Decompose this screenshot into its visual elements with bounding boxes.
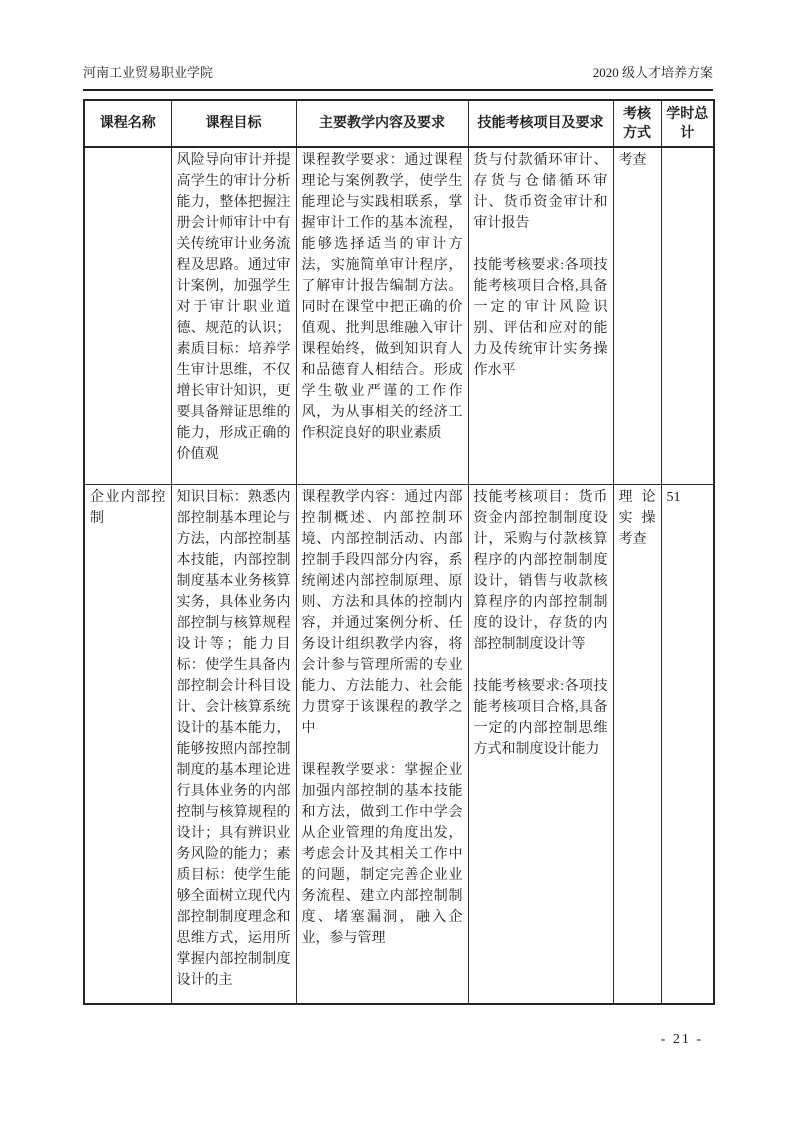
column-header-skill-assessment: 技能考核项目及要求	[468, 100, 613, 147]
skill-items-paragraph: 技能考核项目：货币资金内部控制制度设计，采购与付款核算程序的内部控制制度设计，销售与收款核算程序的内部控制制度的设计，存货的内部控制制度设计等	[473, 489, 608, 652]
cell-teaching-content	[296, 484, 468, 1004]
cell-assess-method: 考查	[613, 147, 661, 484]
skill-requirements-paragraph: 技能考核要求:各项技能考核项目合格,具备一定的审计风险识别、评估和应对的能力及传统审计实务操作水平	[473, 258, 608, 378]
header-school-name: 河南工业贸易职业学院	[83, 65, 214, 80]
skill-requirements-paragraph: 技能考核要求:各项技能考核项目合格,具备一定的内部控制思维方式和制度设计能力	[473, 678, 608, 757]
cell-total-hours: 51	[661, 484, 714, 1004]
running-header	[83, 64, 713, 91]
table-row-audit-course	[84, 147, 714, 484]
cell-course-name: 企业内部控制	[84, 484, 171, 1004]
skill-items-paragraph: 货与付款循环审计、存货与仓储循环审计、货币资金审计和审计报告	[473, 153, 608, 231]
cell-course-objectives: 知识目标：熟悉内部控制基本理论与方法，内部控制基本技能，内部控制制度基本业务核算实务，具体业务内部控制与核算规程设计等；能力目标：使学生具备内部控制会计科目设计、会计核算系统设计的基本能力，能够按照内部控制制度的基本理论进行具体业务的内部控制与核算规程的设计；具有辨识业务风险的能力；素质目标：使学生能够全面树立现代内部控制制度理念和思维方式，运用所掌握内部控制制度设计的主	[171, 484, 296, 1004]
page-number: - 21 -	[660, 1032, 703, 1047]
table-row-internal-control-course	[84, 484, 714, 1004]
cell-skill-assessment	[468, 147, 613, 484]
teaching-requirements-paragraph: 课程教学要求：通过课程理论与案例教学，使学生能理论与实践相联系，掌握审计工作的基本流程，能够选择适当的审计方法，实施简单审计程序，了解审计报告编制方法。同时在课堂中把正确的价值观、批判思维融入审计课程始终，做到知识育人和品德育人相结合。形成学生敬业严谨的工作作风，为从事相关的经济工作积淀良好的职业素质	[301, 153, 463, 441]
column-header-total-hours: 学时总计	[661, 100, 714, 147]
cell-assess-method: 理论实操考查	[613, 484, 661, 1004]
cell-skill-assessment	[468, 484, 613, 1004]
cell-course-name	[84, 147, 171, 484]
column-header-assess-method: 考核方式	[613, 100, 661, 147]
teaching-content-paragraph: 课程教学内容：通过内部控制概述、内部控制环境、内部控制活动、内部控制手段四部分内容，系统阐述内部控制原理、原则、方法和具体的控制内容，并通过案例分析、任务设计组织教学内容，将会计参与管理所需的专业能力、方法能力、社会能力贯穿于该课程的教学之中	[301, 489, 463, 736]
column-header-teaching-content: 主要教学内容及要求	[296, 100, 468, 147]
column-header-objectives: 课程目标	[171, 100, 296, 147]
teaching-requirements-paragraph: 课程教学要求：掌握企业加强内部控制的基本技能和方法，做到工作中学会从企业管理的角度出发，考虑会计及其相关工作中的问题，制定完善企业业务流程、建立内部控制制度、堵塞漏洞，融入企业，参与管理	[301, 762, 463, 946]
cell-course-objectives: 风险导向审计并提高学生的审计分析能力，整体把握注册会计师审计中有关传统审计业务流程及思路。通过审计案例，加强学生对于审计职业道德、规范的认识；素质目标：培养学生审计思维，不仅增长审计知识，更要具备辩证思维的能力，形成正确的价值观	[171, 147, 296, 484]
curriculum-table	[83, 99, 715, 1005]
cell-total-hours	[661, 147, 714, 484]
cell-teaching-content	[296, 147, 468, 484]
column-header-course-name: 课程名称	[84, 100, 171, 147]
table-header-row	[84, 100, 714, 147]
header-program-title: 2020 级人才培养方案	[592, 65, 713, 80]
